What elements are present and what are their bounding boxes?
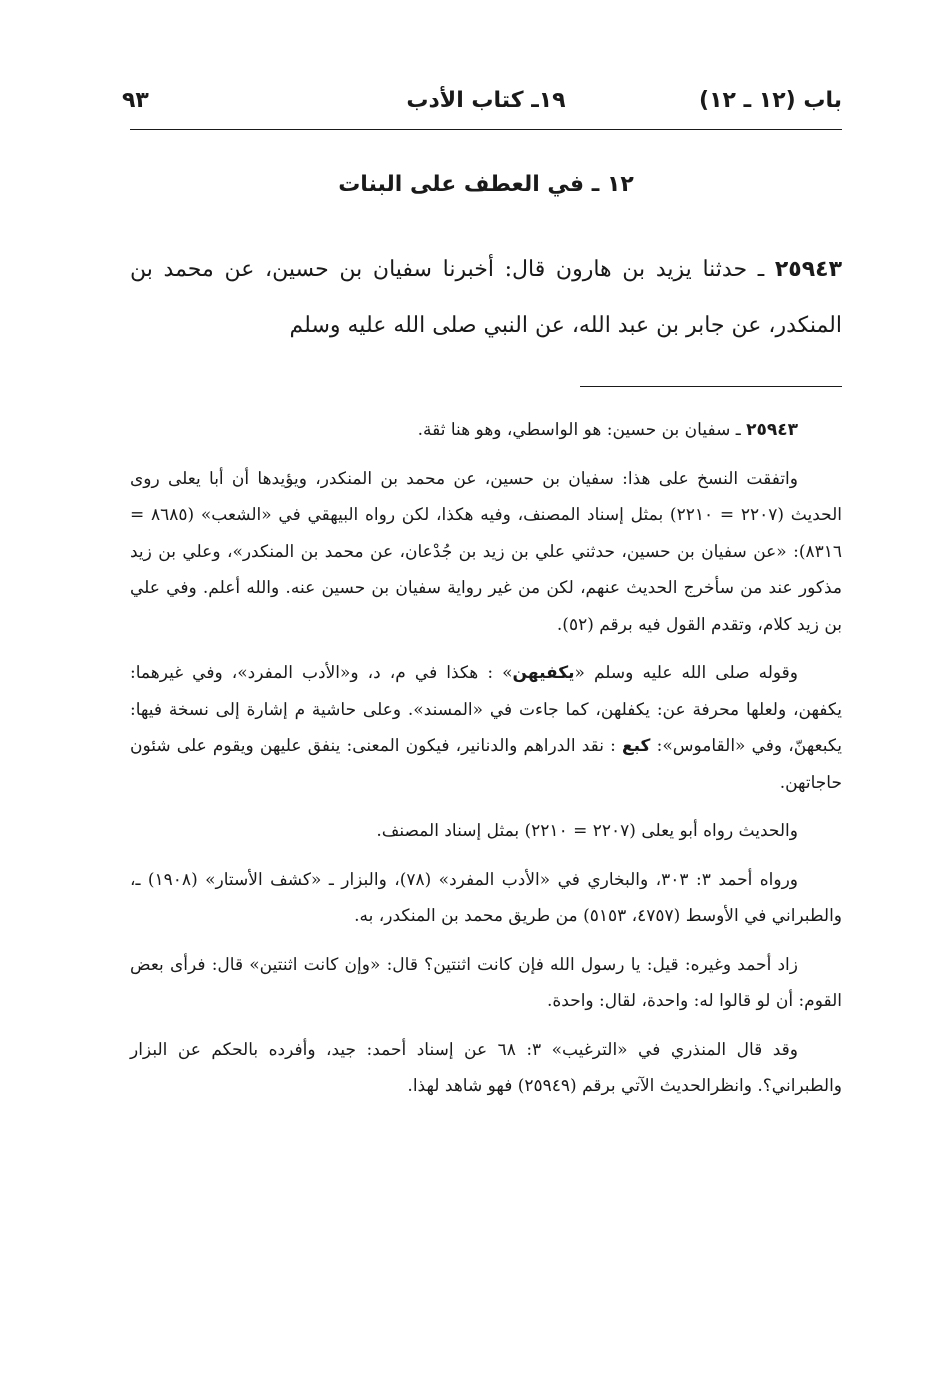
footnotes (130, 412, 842, 1117)
chapter-title: ١٢ ـ في العطف على البنات (338, 172, 634, 197)
note-paragraph (130, 655, 842, 801)
note-emphasis: كبع (622, 736, 651, 756)
note-paragraph: واتفقت النسخ على هذا: سفيان بن حسين، عن محمد بن المنكدر، ويؤيدها أن أبا يعلى روى الحديث (٢٢٠٧ = ٢٢١٠) بمثل إسناد المصنف، وفيه هكذا، لكن رواه البيهقي في «الشعب» (٨٦٨٥ = ٨٣١٦): «عن سفيان بن حسين، حدثني علي بن زيد بن جُدْعان، عن محمد بن المنكدر»، وعلي بن زيد مذكور عند من سأخرج الحديث عنهم، لكن من غير رواية سفيان بن حسين عنه. والله أعلم. وفي علي بن زيد كلام، وتقدم القول فيه برقم (٥٢). (130, 468, 842, 635)
note-text: ـ سفيان بن حسين: هو الواسطي، وهو هنا ثقة. (417, 420, 747, 440)
hadith-text (130, 242, 842, 354)
note-paragraph: ورواه أحمد ٣: ٣٠٣، والبخاري في «الأدب المفرد» (٧٨)، والبزار ـ «كشف الأستار» (١٩٠٨) ـ، والطبراني في الأوسط (٤٧٥٧، ٥١٥٣) من طريق محمد بن المنكدر، به. (130, 869, 842, 926)
note-text: : نقد الدراهم والدنانير، فيكون المعنى: ينفق عليهن ويقوم على شئون حاجاتهن. (130, 736, 842, 793)
note-text: » : هكذا في م، د، و«الأدب المفرد»، وفي غيرهما: يكفهن، ولعلها محرفة عن: يكفلهن، كما جاءت في «المسند». وعلى حاشية م إشارة إلى نسخة فيها: يكبعهنّ، وفي «القاموس»: (130, 663, 842, 756)
note-text: وقوله صلى الله عليه وسلم « (574, 663, 798, 683)
note-paragraph: وقد قال المنذري في «الترغيب» ٣: ٦٨ عن إسناد أحمد: جيد، وأفرده بالحكم عن البزار والطبراني؟. وانظرالحديث الآتي برقم (٢٥٩٤٩) فهو شاهد لهذا. (130, 1039, 842, 1096)
footnote-rule (580, 386, 842, 387)
hadith-body: ـ حدثنا يزيد بن هارون قال: أخبرنا سفيان بن حسين، عن محمد بن المنكدر، عن جابر بن عبد الله، عن النبي صلى الله عليه وسلم (130, 257, 842, 338)
running-header (122, 82, 842, 126)
hadith-number: ٢٥٩٤٣ (774, 257, 842, 282)
note-number: ٢٥٩٤٣ (746, 420, 798, 440)
note-paragraph (130, 412, 842, 449)
book-title: ١٩ـ كتاب الأدب (406, 88, 566, 113)
page-number: ٩٣ (122, 88, 149, 113)
note-emphasis: يكفيهن (512, 663, 575, 683)
note-paragraph: زاد أحمد وغيره: قيل: يا رسول الله فإن كانت اثنتين؟ قال: «وإن كانت اثنتين» قال: فرأى بعض القوم: أن لو قالوا له: واحدة، لقال: واحدة. (130, 954, 842, 1011)
note-paragraph: والحديث رواه أبو يعلى (٢٢٠٧ = ٢٢١٠) بمثل إسناد المصنف. (376, 821, 798, 841)
section-label: باب (١٢ ـ ١٢) (699, 88, 842, 113)
header-rule (130, 129, 842, 130)
